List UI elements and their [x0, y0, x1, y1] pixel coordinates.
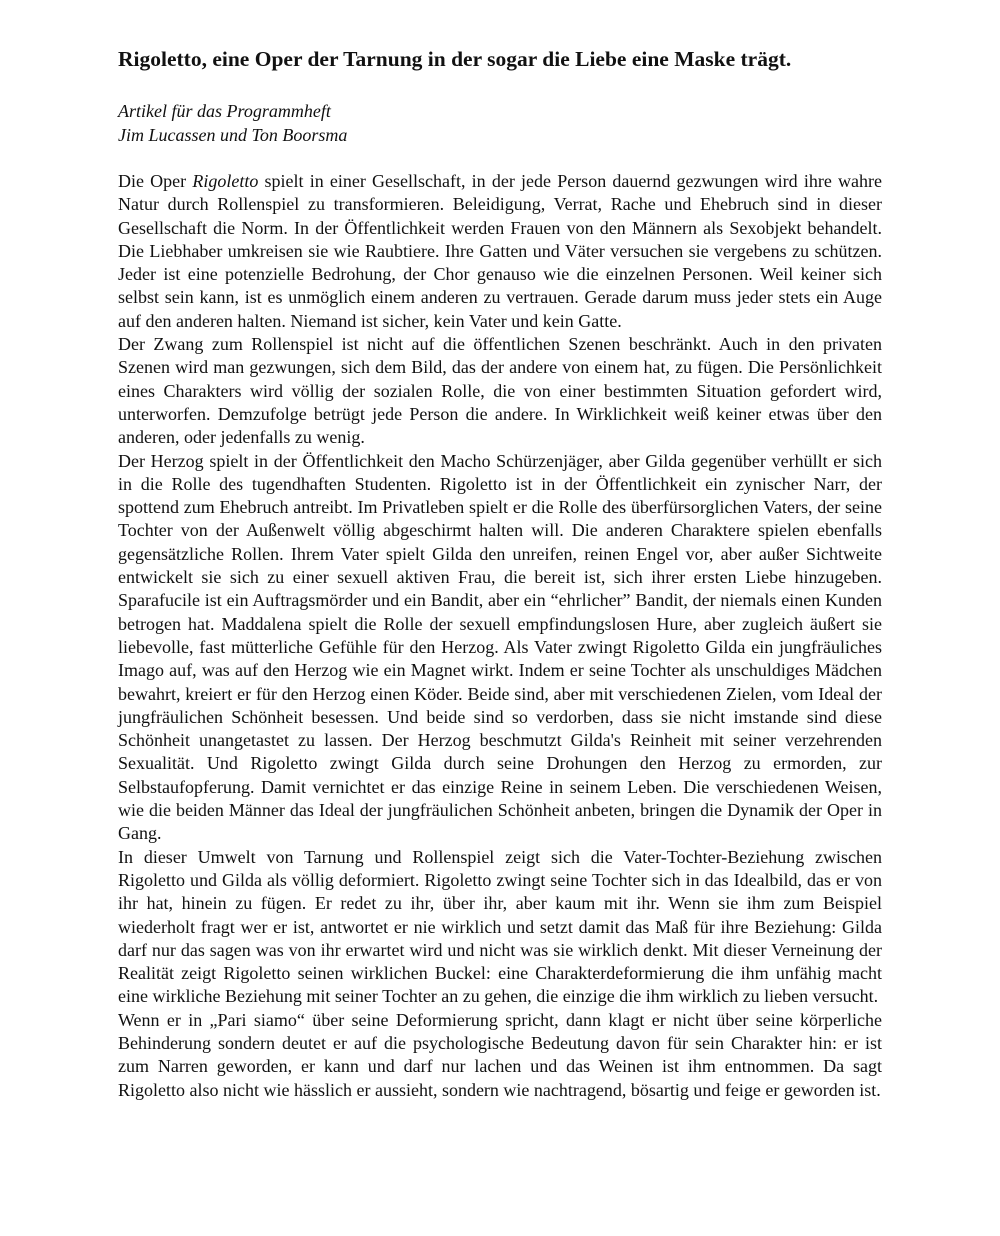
document-body	[118, 170, 882, 1102]
paragraph-5: Wenn er in „Pari siamo“ über seine Deformierung spricht, dann klagt er nicht über seine körperliche Behinderung sondern deutet er auf die psychologische Bedeutung davon für sein Charakter hin: er ist zum Narren geworden, er kann und darf nur lachen und das Weinen ist ihm entnommen. Da sagt Rigoletto also nicht wie hässlich er aussieht, sondern wie nachtragend, bösartig und feige er geworden ist.	[118, 1009, 882, 1100]
opera-title-italic: Rigoletto	[192, 171, 259, 191]
paragraph-1	[118, 170, 882, 333]
paragraph-1-rest: spielt in einer Gesellschaft, in der jede Person dauernd gezwungen wird ihre wahre Natur durch Rollenspiel zu transformieren. Beleidigung, Verrat, Rache und Ehebruch sind in dieser Gesellschaft die Norm. In der Öffentlichkeit werden Frauen von den Männern als Sexobjekt behandelt. Die Liebhaber umkreisen sie wie Raubtiere. Ihre Gatten und Väter versuchen sie vergebens zu schützen. Jeder ist eine potenzielle Bedrohung, der Chor genauso wie die einzelnen Personen. Weil keiner sich selbst sein kann, ist es unmöglich einem anderen zu vertrauen. Gerade darum muss jeder stets ein Auge auf den anderen halten. Niemand ist sicher, kein Vater und kein Gatte.	[118, 171, 882, 331]
paragraph-2: Der Zwang zum Rollenspiel ist nicht auf die öffentlichen Szenen beschränkt. Auch in den privaten Szenen wird man gezwungen, sich dem Bild, das der andere von einem hat, zu fügen. Die Persönlichkeit eines Charakters wird völlig der sozialen Rolle, die von einer bestimmten Situation gefordert wird, unterworfen. Demzufolge betrügt jede Person die andere. In Wirklichkeit weiß keiner etwas über den anderen, oder jedenfalls zu wenig.	[118, 334, 882, 448]
paragraph-1-lead: Die Oper	[118, 171, 193, 191]
document-authors: Jim Lucassen und Ton Boorsma	[118, 125, 348, 145]
paragraph-3: Der Herzog spielt in der Öffentlichkeit den Macho Schürzenjäger, aber Gilda gegenüber verhüllt er sich in die Rolle des tugendhaften Studenten. Rigoletto ist in der Öffentlichkeit ein zynischer Narr, der spottend zum Ehebruch antreibt. Im Privatleben spielt er die Rolle des überfürsorglichen Vaters, der seine Tochter von der Außenwelt völlig abgeschirmt halten will. Die anderen Charaktere spielen ebenfalls gegensätzliche Rollen. Ihrem Vater spielt Gilda den unreifen, reinen Engel vor, aber außer Sichtweite entwickelt sie sich zu einer sexuell aktiven Frau, die bereit ist, sich ihrer ersten Liebe hinzugeben. Sparafucile ist ein Auftragsmörder und ein Bandit, aber ein “ehrlicher” Bandit, der niemals einen Kunden betrogen hat. Maddalena spielt die Rolle der sexuell empfindungslosen Hure, aber zugleich äußert sie liebevolle, fast mütterliche Gefühle für den Herzog. Als Vater zwingt Rigoletto Gilda ein jungfräuliches Imago auf, was auf den Herzog wie ein Magnet wirkt. Indem er seine Tochter als unschuldiges Mädchen bewahrt, kreiert er für den Herzog einen Köder. Beide sind, aber mit verschiedenen Zielen, vom Ideal der jungfräulichen Schönheit besessen. Und beide sind so verdorben, dass sie nicht imstande sind diese Schönheit unangetastet zu lassen. Der Herzog beschmutzt Gilda's Reinheit mit seiner verzehrenden Sexualität. Und Rigoletto zwingt Gilda durch seine Drohungen den Herzog zu ermorden, zur Selbstaufopferung. Damit vernichtet er das einzige Reine in seinem Leben. Die verschiedenen Weisen, wie die beiden Männer das Ideal der jungfräulichen Schönheit anbeten, bringen die Dynamik der Oper in Gang.	[118, 450, 882, 844]
paragraph-4: In dieser Umwelt von Tarnung und Rollenspiel zeigt sich die Vater-Tochter-Beziehung zwischen Rigoletto und Gilda als völlig deformiert. Rigoletto zwingt seine Tochter sich in das Idealbild, das er von ihr hat, hinein zu fügen. Er redet zu ihr, über ihr, aber kaum mit ihr. Wenn sie ihm zum Beispiel wiederholt fragt wer er ist, antwortet er nie wirklich und setzt damit das Maß für ihre Beziehung: Gilda darf nur das sagen was von ihr erwartet wird und nicht was sie wirklich denkt. Mit dieser Verneinung der Realität zeigt Rigoletto seinen wirklichen Buckel: eine Charakterdeformierung die ihm unfähig macht eine wirkliche Beziehung mit seiner Tochter an zu gehen, die einzige die ihm wirklich zu lieben versucht.	[118, 846, 882, 1007]
document-title: Rigoletto, eine Oper der Tarnung in der sogar die Liebe eine Maske trägt.	[118, 47, 792, 71]
document-subtitle: Artikel für das Programmheft	[118, 101, 331, 121]
document-meta	[118, 99, 882, 147]
